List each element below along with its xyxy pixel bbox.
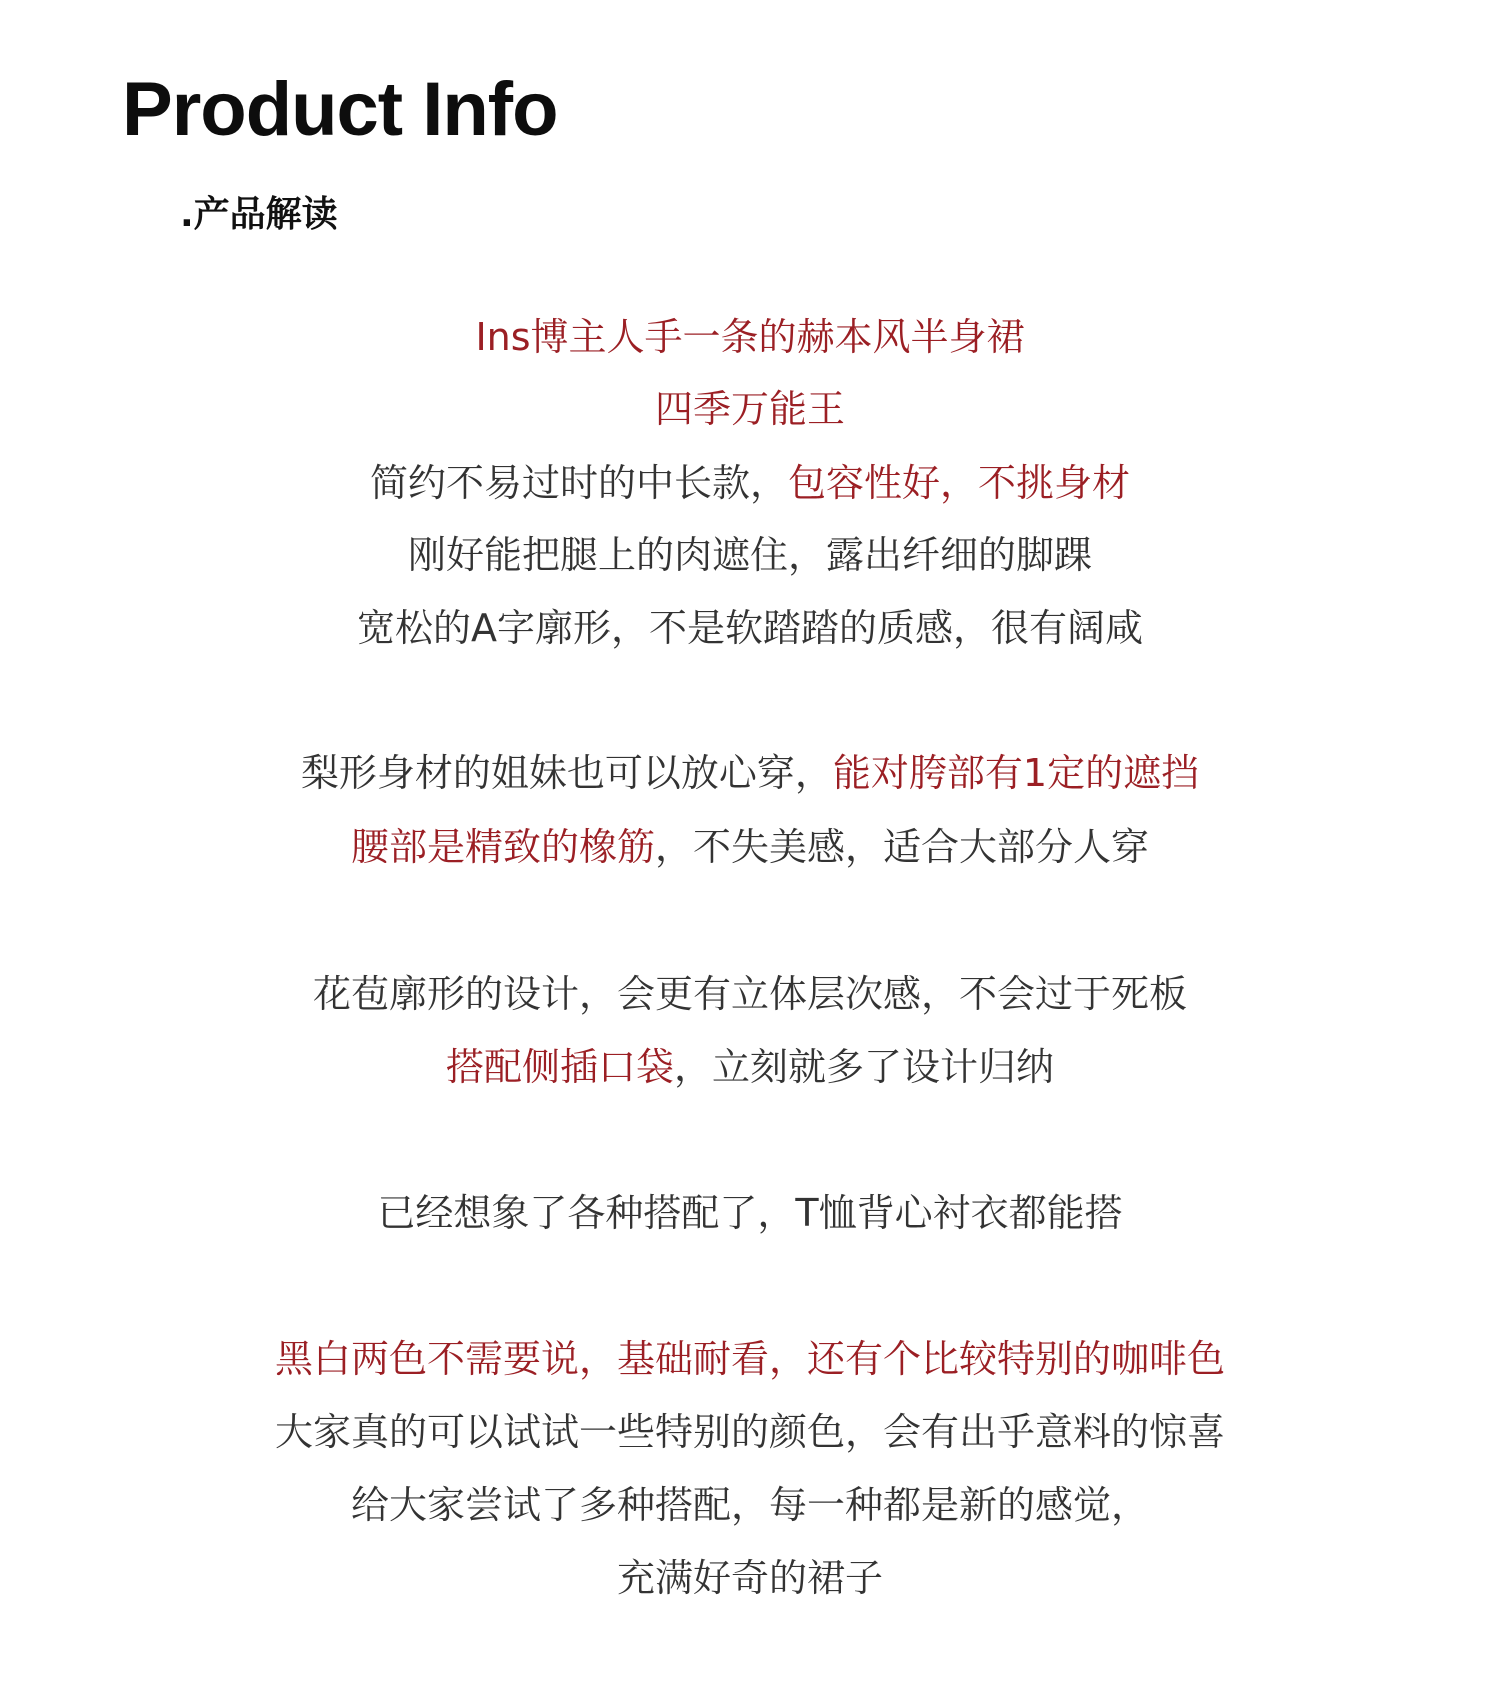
description-line xyxy=(0,528,1500,582)
description-segment: 刚好能把腿上的肉遮住，露出纤细的脚踝 xyxy=(407,533,1092,577)
description-line xyxy=(0,967,1500,1021)
description-segment: 包容性好，不挑身材 xyxy=(788,461,1131,505)
description-segment: 黑白两色不需要说，基础耐看，还有个比较特别的咖啡色 xyxy=(274,1337,1225,1381)
description-segment: 梨形身材的姐妹也可以放心穿， xyxy=(300,751,833,795)
description-segment: 能对胯部有1定的遮挡 xyxy=(832,751,1200,795)
description-line xyxy=(0,1040,1500,1094)
description-line xyxy=(0,1551,1500,1605)
description-line xyxy=(0,382,1500,436)
description-line xyxy=(0,310,1500,364)
description-segment: 已经想象了各种搭配了，T恤背心衬衣都能搭 xyxy=(377,1191,1123,1235)
description-segment: 给大家尝试了多种搭配，每一种都是新的感觉， xyxy=(350,1483,1149,1527)
description-segment: 花苞廓形的设计，会更有立体层次感，不会过于死板 xyxy=(312,972,1187,1016)
description-line xyxy=(0,746,1500,800)
section-subtitle: .产品解读 xyxy=(180,194,338,235)
description-segment: ，立刻就多了设计归纳 xyxy=(674,1045,1055,1089)
description-segment: Ins博主人手一条的赫本风半身裙 xyxy=(475,315,1025,359)
description-segment: 宽松的A字廓形，不是软踏踏的质感，很有阔咸 xyxy=(357,606,1143,650)
description-segment: 简约不易过时的中长款， xyxy=(369,461,788,505)
description-line xyxy=(0,1332,1500,1386)
description-line xyxy=(0,1405,1500,1459)
description-segment: ，不失美感，适合大部分人穿 xyxy=(655,825,1150,869)
description-segment: 充满好奇的裙子 xyxy=(616,1556,883,1600)
page-title: Product Info xyxy=(122,67,558,152)
description-line xyxy=(0,456,1500,510)
description-segment: 搭配侧插口袋 xyxy=(445,1045,674,1089)
description-segment: 大家真的可以试试一些特别的颜色，会有出乎意料的惊喜 xyxy=(274,1410,1225,1454)
description-segment: 腰部是精致的橡筋 xyxy=(350,825,655,869)
description-line xyxy=(0,1478,1500,1532)
description-line xyxy=(0,820,1500,874)
description-line xyxy=(0,1186,1500,1240)
description-segment: 四季万能王 xyxy=(654,387,845,431)
description-line xyxy=(0,601,1500,655)
